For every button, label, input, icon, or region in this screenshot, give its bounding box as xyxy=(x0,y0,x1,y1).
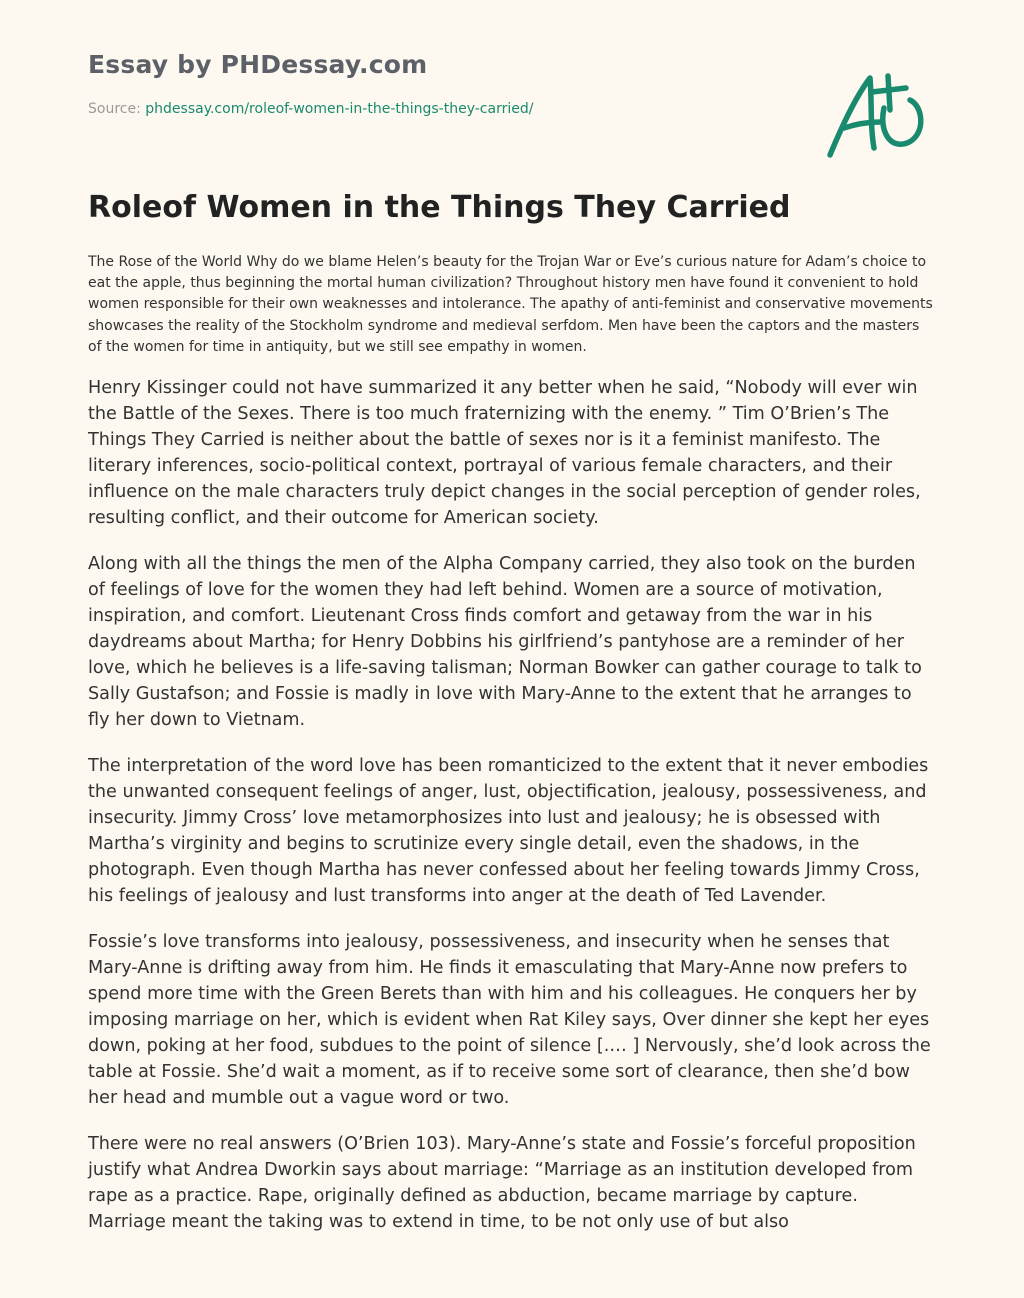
essay-paragraph: The interpretation of the word love has been romanticized to the extent that it never embodies the unwanted consequent feelings of anger, lust, objectification, jealousy, possessiveness, and insecurity. Jimmy Cross’ love metamorphosizes into lust and jealousy; he is obsessed with Martha’s virginity and begins to scrutinize every single detail, even the shadows, in the photograph. Even though Martha has never confessed about her feeling towards Jimmy Cross, his feelings of jealousy and lust transforms into anger at the death of Ted Lavender. xyxy=(88,756,929,906)
essay-paragraph: Henry Kissinger could not have summarized it any better when he said, “Nobody will ever win the Battle of the Sexes. There is too much fraternizing with the enemy. ” Tim O’Brien’s The Things They Carried is neither about the battle of sexes nor is it a feminist manifesto. The literary inferences, socio-political context, portrayal of various female characters, and their influence on the male characters truly depict changes in the social perception of gender roles, resulting conflict, and their outcome for American society. xyxy=(88,378,921,528)
source-line xyxy=(88,101,533,117)
site-brand-title[interactable]: Essay by PHDessay.com xyxy=(88,50,428,79)
a-plus-logo-icon xyxy=(820,64,932,162)
essay-paragraph: Fossie’s love transforms into jealousy, possessiveness, and insecurity when he senses that Mary-Anne is drifting away from him. He finds it emasculating that Mary-Anne now prefers to spend more time with the Green Berets than with him and his colleagues. He conquers her by imposing marriage on her, which is evident when Rat Kiley says, Over dinner she kept her eyes down, poking at her food, subdues to the point of silence [.… ] Nervously, she’d look across the table at Fossie. She’d wait a moment, as if to receive some sort of clearance, then she’d bow her head and mumble out a vague word or two. xyxy=(88,932,931,1108)
source-label: Source: xyxy=(88,101,141,117)
essay-body xyxy=(88,375,936,1255)
essay-paragraph: There were no real answers (O’Brien 103). Mary-Anne’s state and Fossie’s forceful proposition justify what Andrea Dworkin says about marriage: “Marriage as an institution developed from rape as a practice. Rape, originally defined as abduction, became marriage by capture. Marriage meant the taking was to extend in time, to be not only use of but also xyxy=(88,1134,916,1232)
essay-paragraph: Along with all the things the men of the Alpha Company carried, they also took on the burden of feelings of love for the women they had left behind. Women are a source of motivation, inspiration, and comfort. Lieutenant Cross finds comfort and getaway from the war in his daydreams about Martha; for Henry Dobbins his girlfriend’s pantyhose are a reminder of her love, which he believes is a life-saving talisman; Norman Bowker can gather courage to talk to Sally Gustafson; and Fossie is madly in love with Mary-Anne to the extent that he arranges to fly her down to Vietnam. xyxy=(88,554,922,730)
essay-intro: The Rose of the World Why do we blame Helen’s beauty for the Trojan War or Eve’s curious nature for Adam’s choice to eat the apple, thus beginning the mortal human civilization? Throughout history men have found it convenient to hold women responsible for their own weaknesses and intolerance. The apathy of anti-feminist and conservative movements showcases the reality of the Stockholm syndrome and medieval serfdom. Men have been the captors and the masters of the women for time in antiquity, but we still see empathy in women. xyxy=(88,254,933,355)
essay-title: Roleof Women in the Things They Carried xyxy=(88,190,791,225)
source-link[interactable]: phdessay.com/roleof-women-in-the-things-they-carried/ xyxy=(145,101,534,117)
